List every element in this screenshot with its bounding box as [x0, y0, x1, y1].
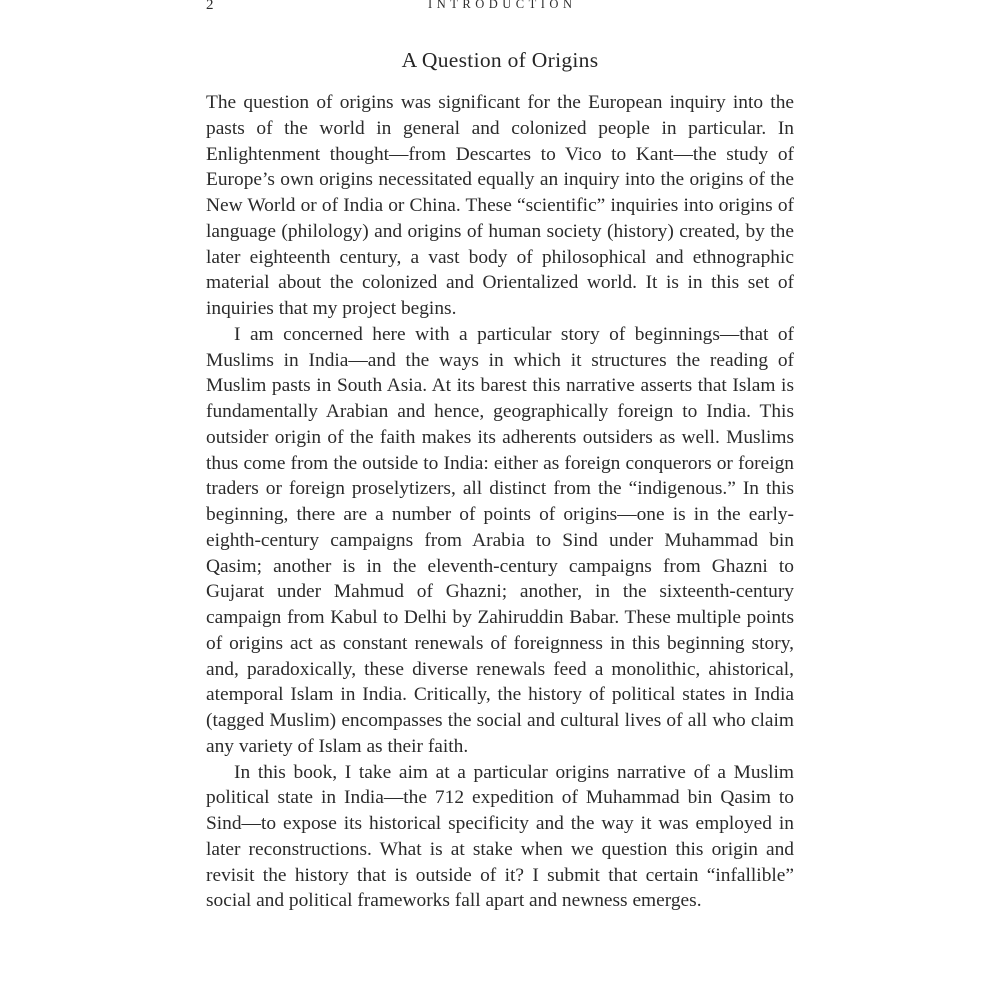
page-number: 2	[206, 0, 214, 13]
paragraph: The question of origins was significant for the European inquiry into the pasts of the world in general and colonized people in particular. In Enlightenment thought—from Descartes to Vico to Kant—the study of Europe’s own origins necessitated equally an inquiry into the origins of the New World or of India or China. These “scientific” inquiries into origins of language (philology) and origins of human society (history) created, by the later eighteenth century, a vast body of philosophical and ethnographic material about the colonized and Orientalized world. It is in this set of inquiries that my project begins.	[206, 92, 794, 319]
page-header	[0, 0, 1000, 20]
body-text	[206, 90, 794, 914]
section-heading: A Question of Origins	[401, 48, 599, 72]
running-head: INTRODUCTION	[428, 0, 577, 11]
paragraph: In this book, I take aim at a particular origins narrative of a Muslim political state in India—the 712 expedition of Muhammad bin Qasim to Sind—to expose its historical specificity and the way it was employed in later reconstructions. What is at stake when we question this origin and revisit the history that is outside of it? I submit that certain “infallible” social and political frameworks fall apart and newness emerges.	[206, 761, 794, 912]
paragraph: I am concerned here with a particular story of beginnings—that of Muslims in India—and the ways in which it structures the reading of Muslim pasts in South Asia. At its barest this narrative asserts that Islam is fundamentally Arabian and hence, geographically foreign to India. This outsider origin of the faith makes its adherents outsiders as well. Muslims thus come from the outside to India: either as foreign conquerors or foreign traders or foreign proselytizers, all distinct from the “indigenous.” In this beginning, there are a number of points of origins—one is in the early-eighth-century campaigns from Arabia to Sind under Muhammad bin Qasim; another is in the eleventh-century campaigns from Ghazni to Gujarat under Mahmud of Ghazni; another, in the sixteenth-century campaign from Kabul to Delhi by Zahiruddin Babar. These multiple points of origins act as constant renewals of foreignness in this beginning story, and, paradoxically, these diverse renewals feed a monolithic, ahistorical, atemporal Islam in India. Critically, the history of political states in India (tagged Muslim) encompasses the social and cultural lives of all who claim any variety of Islam as their faith.	[206, 323, 794, 757]
